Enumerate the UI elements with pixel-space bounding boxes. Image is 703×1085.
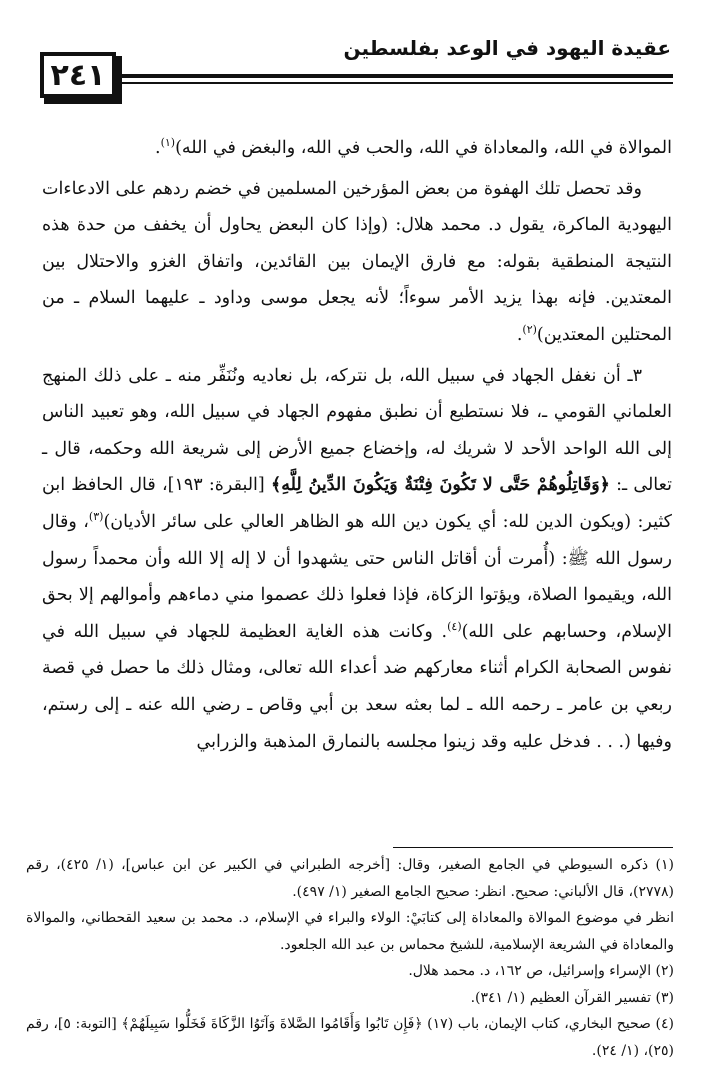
paragraph-1 xyxy=(42,130,672,167)
paragraph-1-text: الموالاة في الله، والمعاداة في الله، والحب في الله، والبغض في الله) xyxy=(175,138,672,158)
body-text xyxy=(42,130,672,760)
page-header xyxy=(0,0,703,110)
quran-verse: ﴿وَقَاتِلُوهُمْ حَتَّى لا تَكُونَ فِتْنَةٌ وَيَكُونَ الدِّينُ لِلَّهِ﴾ xyxy=(270,475,610,496)
header-rule-thick xyxy=(118,74,673,78)
paragraph-2-end: . xyxy=(516,324,523,345)
footnote-divider xyxy=(393,847,673,848)
paragraph-3 xyxy=(42,358,672,761)
paragraph-3-text-b: [البقرة: ١٩٣]، قال الحافظ ابن كثير: (ويكون الدين لله: أي يكون دين الله هو الظاهر العالي على سائر الأديان) xyxy=(42,475,672,532)
paragraph-3-text-a: ٣ـ أن نغفل الجهاد في سبيل الله، بل نتركه، بل نعاديه ونُنَفِّر منه ـ على ذلك المنهج العلماني القومي ـ، فلا نستطيع أن نطبق مفهوم الجهاد في سبيل الله، وهو تعبيد الناس إلى الله الواحد الأحد لا شريك له، وإخضاع جميع الأرض إلى شريعة الله وحكمه، قال ـ تعالى ـ: xyxy=(42,365,672,496)
paragraph-2-text: وقد تحصل تلك الهفوة من بعض المؤرخين المسلمين في خضم ردهم على الادعاءات اليهودية الماكرة، يقول د. محمد هلال: (وإذا كان البعض يحاول أن يخفف من حدة هذه النتيجة المنطقية بقوله: مع فارق الإيمان بين القائدين، واتفاق الغزو والاحتلال بين المعتدين. فإنه بهذا يزيد الأمر سوءاً؛ لأنه يجعل موسى وداود ـ عليهما السلام ـ من المحتلين المعتدين) xyxy=(42,178,672,345)
paragraph-3-text-d: . وكانت هذه الغاية العظيمة للجهاد في سبيل الله في نفوس الصحابة الكرام أثناء معاركهم ضد أعداء الله تعالى، ومثال ذلك ما حصل في قصة ربعي بن عامر ـ رحمه الله ـ لما بعثه سعد بن أبي وقاص ـ رضي الله عنه ـ إلى رستم، وفيها (. . . فدخل عليه وقد زينوا مجلسه بالنمارق المذهبة والزرابي xyxy=(42,621,672,752)
paragraph-3-text-c: ، وقال رسول الله ﷺ: (أُمرت أن أقاتل الناس حتى يشهدوا أن لا إله إلا الله وأن محمداً رسول الله، ويقيموا الصلاة، ويؤتوا الزكاة، فإذا فعلوا ذلك عصموا مني دماءهم وأموالهم إلا بحق الإسلام، وحسابهم على الله) xyxy=(42,511,672,642)
footnote-4: (٤) صحيح البخاري، كتاب الإيمان، باب (١٧) ﴿فَإِن تَابُوا وَأَقَامُوا الصَّلاةَ وَآتَوُا الزَّكَاةَ فَخَلُّوا سَبِيلَهُمْ﴾ [التوبة: ٥]، رقم (٢٥)، (١/ ٢٤). xyxy=(26,1016,675,1059)
page-number: ٢٤١ xyxy=(40,52,116,98)
footnote-ref-4: (٤) xyxy=(447,619,462,633)
header-rule-thin xyxy=(118,82,673,84)
footnote-1-continued: انظر في موضوع الموالاة والمعاداة إلى كتابَيْ: الولاء والبراء في الإسلام، د. محمد بن سعيد القحطاني، والموالاة والمعاداة في الشريعة الإسلامية، للشيخ محماس بن عبد الله الجلعود. xyxy=(26,910,674,953)
footnotes xyxy=(26,852,674,1064)
footnote-ref-1: (١) xyxy=(160,136,176,150)
footnote-2: (٢) الإسراء وإسرائيل، ص ١٦٢، د. محمد هلال. xyxy=(408,963,674,979)
footnote-3: (٣) تفسير القرآن العظيم (١/ ٣٤١). xyxy=(470,989,674,1006)
paragraph-2 xyxy=(42,171,672,354)
footnote-ref-3: (٣) xyxy=(88,510,104,524)
footnote-ref-2: (٢) xyxy=(522,323,537,337)
paragraph-1-end: . xyxy=(155,138,161,158)
footnote-1: (١) ذكره السيوطي في الجامع الصغير، وقال: [أخرجه الطبراني في الكبير عن ابن عباس]، (١/ ٤٢٥)، رقم (٢٧٧٨)، قال الألباني: صحيح. انظر: صحيح الجامع الصغير (١/ ٤٩٧). xyxy=(26,857,675,900)
running-title: عقيدة اليهود في الوعد بفلسطين xyxy=(343,36,671,60)
